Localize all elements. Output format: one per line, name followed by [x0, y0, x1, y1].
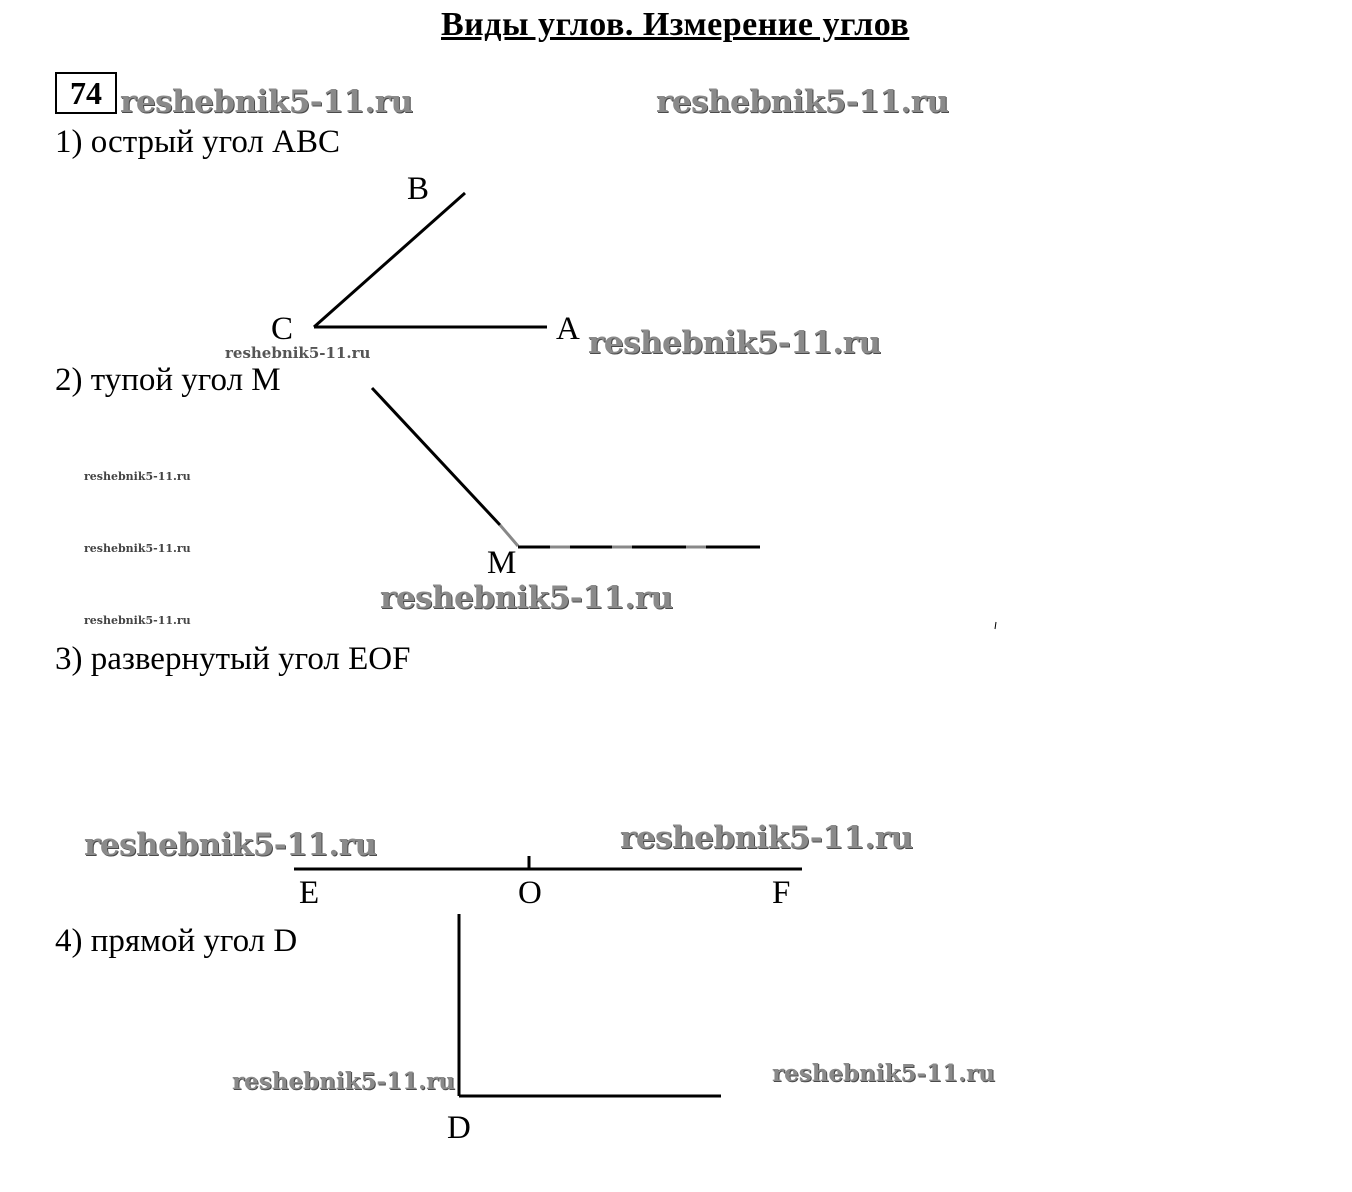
watermark: reshebnik5-11.ru [232, 1068, 455, 1095]
point-label-E: E [299, 875, 320, 911]
watermark: reshebnik5-11.ru [84, 470, 191, 483]
stray-mark [995, 622, 996, 629]
point-label-A: A [556, 311, 580, 347]
ray-CB [314, 193, 465, 327]
watermark: reshebnik5-11.ru [84, 542, 191, 555]
watermark: reshebnik5-11.ru [620, 820, 913, 856]
point-label-C: C [271, 311, 294, 347]
item-obtuse-angle: 2) тупой угол M [55, 362, 281, 398]
watermark: reshebnik5-11.ru [380, 580, 673, 616]
ray-M-upper [372, 388, 500, 525]
point-label-O: O [518, 875, 542, 911]
ray-M-upper-faded [500, 525, 518, 546]
watermark: reshebnik5-11.ru [772, 1060, 995, 1087]
page-title: Виды углов. Измерение углов [441, 6, 910, 43]
task-number: 74 [55, 72, 117, 114]
watermark: reshebnik5-11.ru [588, 325, 881, 361]
point-label-D: D [447, 1110, 471, 1146]
watermark: reshebnik5-11.ru [225, 344, 371, 362]
item-acute-angle: 1) острый угол ABC [55, 124, 340, 160]
item-straight-angle: 3) развернутый угол EOF [55, 641, 411, 677]
watermark: reshebnik5-11.ru [84, 614, 191, 627]
watermark: reshebnik5-11.ru [656, 84, 949, 120]
point-label-M: M [487, 545, 517, 581]
item-right-angle: 4) прямой угол D [55, 923, 298, 959]
watermark: reshebnik5-11.ru [84, 827, 377, 863]
point-label-B: B [407, 171, 430, 207]
watermark: reshebnik5-11.ru [120, 84, 413, 120]
point-label-F: F [772, 875, 791, 911]
